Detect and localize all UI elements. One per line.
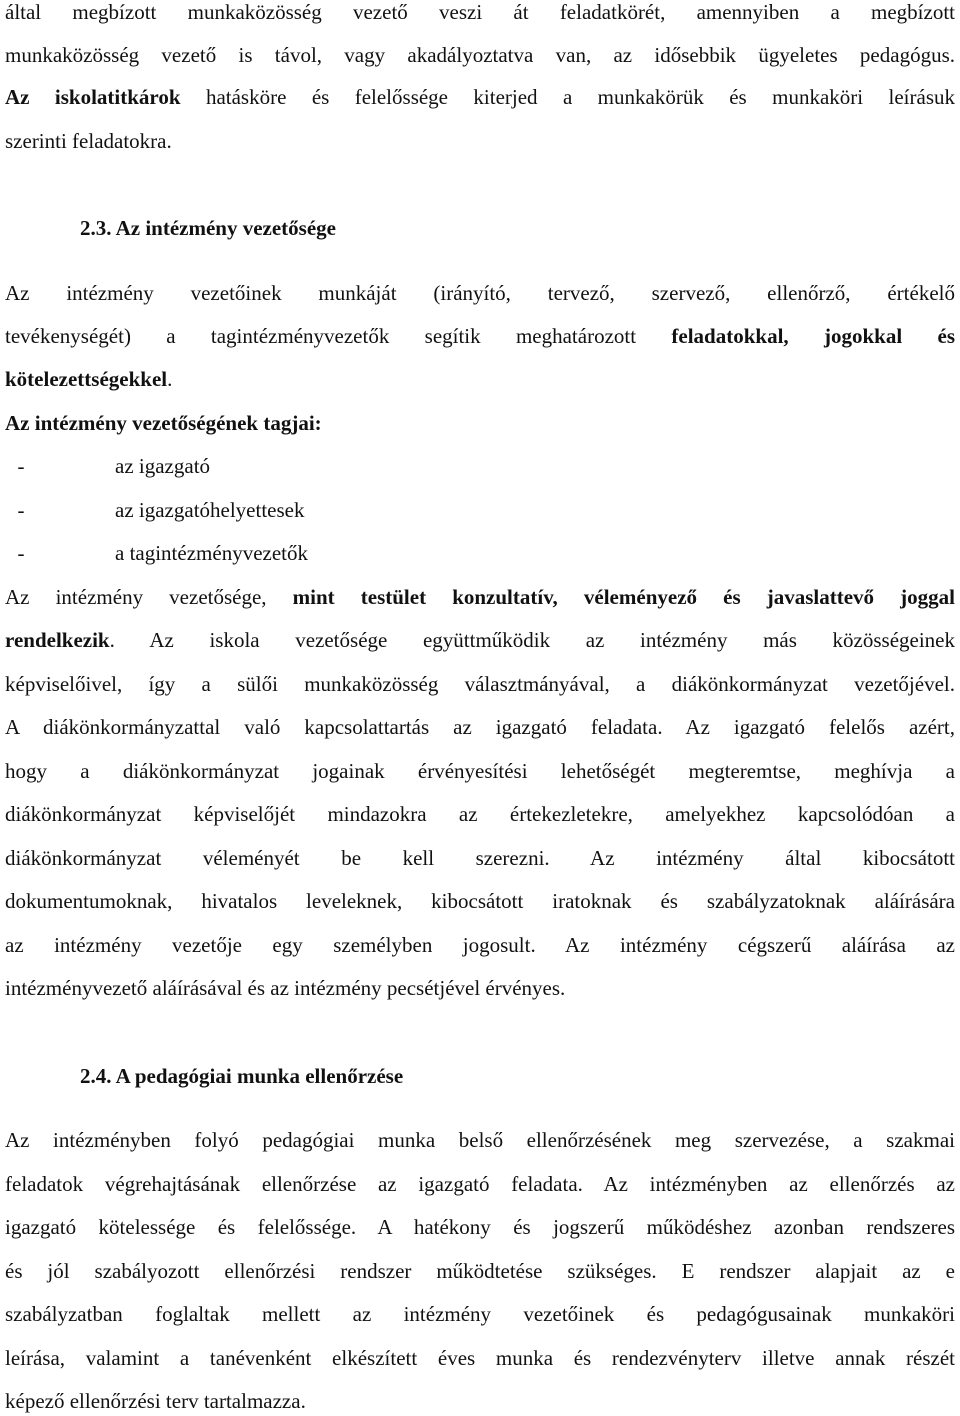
text-line: képező ellenőrzési terv tartalmazza. <box>5 1389 306 1413</box>
list-dash: - <box>17 498 25 522</box>
text-run: hatásköre és felelőssége kiterjed a munkakörük és munkaköri leírásuk <box>180 85 955 109</box>
text-line: feladatok végrehajtásának ellenőrzése az igazgató feladata. Az intézményben az ellenőrzés az <box>5 1172 955 1196</box>
list-dash: - <box>17 454 25 478</box>
text-run: tevékenységét) a tagintézményvezetők segítik meghatározott <box>5 324 672 348</box>
text-line <box>5 364 955 394</box>
text-line <box>5 625 955 655</box>
text-line: leírása, valamint a tanévenként elkészített éves munka és rendezvényterv illetve annak részét <box>5 1346 955 1370</box>
text-line: dokumentumoknak, hivatalos leveleknek, kibocsátott iratoknak és szabályzatoknak aláírására <box>5 889 955 913</box>
text-line: diákönkormányzat képviselőjét mindazokra az értekezletekre, amelyekhez kapcsolódóan a <box>5 802 955 826</box>
text-line: munkaközösség vezető is távol, vagy akadályoztatva van, az idősebbik ügyeletes pedagógus. <box>5 43 955 67</box>
text-line: által megbízott munkaközösség vezető veszi át feladatkörét, amennyiben a megbízott <box>5 0 955 24</box>
text-line: diákönkormányzat véleményét be kell szerezni. Az intézmény által kibocsátott <box>5 846 955 870</box>
text-run: . Az iskola vezetősége együttműködik az intézmény más közösségeinek <box>109 628 955 652</box>
text-line <box>5 82 955 112</box>
text-run: . <box>167 367 173 391</box>
list-item <box>5 451 211 481</box>
text-line: képviselőivel, így a sülői munkaközösség választmányával, a diákönkormányzat vezetőjével. <box>5 672 955 696</box>
list-item-text: a tagintézményvezetők <box>115 541 308 565</box>
list-dash: - <box>17 541 25 565</box>
text-line: szerinti feladatokra. <box>5 129 172 153</box>
text-line: Az intézmény vezetőinek munkáját (irányító, tervező, szervező, ellenőrző, értékelő <box>5 281 955 305</box>
text-line: A diákönkormányzattal való kapcsolattartás az igazgató feladata. Az igazgató felelős azért, <box>5 715 955 739</box>
list-item-text: az igazgató <box>115 454 211 478</box>
list-item <box>5 538 308 568</box>
list-item <box>5 495 305 525</box>
bold-term: mint testület konzultatív, véleményező és javaslattevő joggal <box>292 585 955 609</box>
text-run: Az intézmény vezetősége, <box>5 585 293 609</box>
text-line <box>5 321 955 351</box>
bold-term: feladatokkal, jogokkal és <box>671 324 955 348</box>
text-line: intézményvezető aláírásával és az intézmény pecsétjével érvényes. <box>5 976 566 1000</box>
text-line: az intézmény vezetője egy személyben jogosult. Az intézmény cégszerű aláírása az <box>5 933 955 957</box>
bold-term: Az iskolatitkárok <box>5 85 181 109</box>
bold-term: kötelezettségekkel <box>5 367 168 391</box>
text-line: hogy a diákönkormányzat jogainak érvényesítési lehetőségét megteremtse, meghívja a <box>5 759 955 783</box>
members-heading: Az intézmény vezetőségének tagjai: <box>5 411 322 435</box>
bold-term: rendelkezik <box>5 628 110 652</box>
text-line: szabályzatban foglaltak mellett az intézmény vezetőinek és pedagógusainak munkaköri <box>5 1302 955 1326</box>
section-heading: 2.3. Az intézmény vezetősége <box>80 216 336 240</box>
section-heading: 2.4. A pedagógiai munka ellenőrzése <box>80 1064 404 1088</box>
list-item-text: az igazgatóhelyettesek <box>115 498 305 522</box>
text-line <box>5 582 955 612</box>
text-line: és jól szabályozott ellenőrzési rendszer működtetése szükséges. E rendszer alapjait az e <box>5 1259 955 1283</box>
text-line: igazgató kötelessége és felelőssége. A hatékony és jogszerű működéshez azonban rendszeres <box>5 1215 955 1239</box>
text-line: Az intézményben folyó pedagógiai munka belső ellenőrzésének meg szervezése, a szakmai <box>5 1128 955 1152</box>
